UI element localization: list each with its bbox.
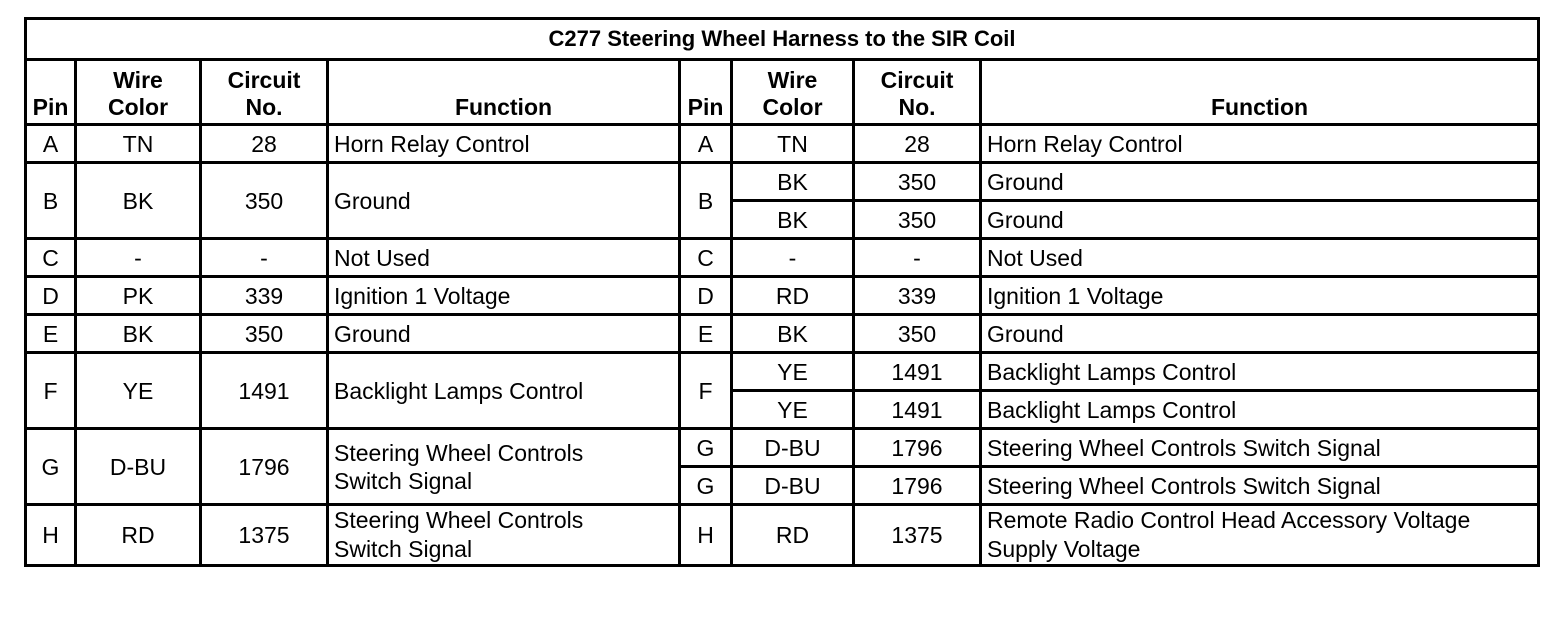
function-text: Steering Wheel Controls	[334, 439, 584, 466]
left-wire-color-cell: PK	[76, 277, 201, 315]
left-circuit-cell: 1491	[201, 353, 328, 429]
title-row	[26, 19, 1539, 60]
table-title: C277 Steering Wheel Harness to the SIR Coil	[26, 19, 1539, 60]
right-circuit-cell: 1491	[854, 391, 981, 429]
header-function: Function	[981, 60, 1539, 125]
header-row	[26, 60, 1539, 125]
table-row	[26, 125, 1539, 163]
function-text: Backlight Lamps Control	[987, 358, 1237, 385]
function-text: Supply Voltage	[987, 536, 1141, 562]
left-pin-cell: E	[26, 315, 76, 353]
left-wire-color-cell: BK	[76, 315, 201, 353]
right-pin-cell: G	[680, 429, 732, 467]
left-function-cell	[328, 277, 680, 315]
left-circuit-cell: 28	[201, 125, 328, 163]
function-text: Not Used	[334, 244, 430, 271]
function-text: Remote Radio Control Head Accessory Voltage	[987, 507, 1471, 533]
right-pin-cell: C	[680, 239, 732, 277]
left-pin-cell: A	[26, 125, 76, 163]
right-circuit-cell: 350	[854, 163, 981, 201]
header-pin: Pin	[26, 60, 76, 125]
function-text: Not Used	[987, 244, 1083, 271]
right-wire-color-cell: D-BU	[732, 429, 854, 467]
right-wire-color-cell: YE	[732, 391, 854, 429]
right-circuit-cell: 350	[854, 201, 981, 239]
connector-table	[24, 17, 1540, 567]
function-text: Ignition 1 Voltage	[334, 282, 511, 309]
header-pin: Pin	[680, 60, 732, 125]
left-pin-cell: C	[26, 239, 76, 277]
left-circuit-cell: -	[201, 239, 328, 277]
function-text: Steering Wheel Controls Switch Signal	[987, 472, 1381, 499]
left-wire-color-cell: TN	[76, 125, 201, 163]
function-text: Horn Relay Control	[987, 130, 1183, 157]
left-circuit-cell: 1375	[201, 505, 328, 566]
right-function-cell	[981, 467, 1539, 505]
left-pin-cell: G	[26, 429, 76, 505]
table-row	[26, 277, 1539, 315]
left-function-cell	[328, 353, 680, 429]
table-row	[26, 163, 1539, 201]
function-text: Switch Signal	[334, 467, 473, 494]
left-wire-color-cell: RD	[76, 505, 201, 566]
header-wire-color: Wire Color	[732, 60, 854, 125]
right-wire-color-cell: RD	[732, 505, 854, 566]
table-row	[26, 505, 1539, 566]
function-text: Ground	[987, 320, 1064, 347]
function-text: Ground	[987, 168, 1064, 195]
function-text: Backlight Lamps Control	[334, 377, 584, 404]
left-pin-cell: F	[26, 353, 76, 429]
right-function-cell	[981, 239, 1539, 277]
left-wire-color-cell: D-BU	[76, 429, 201, 505]
function-text: Steering Wheel Controls	[334, 507, 584, 533]
right-function-cell	[981, 505, 1539, 566]
right-circuit-cell: 350	[854, 315, 981, 353]
right-circuit-cell: 339	[854, 277, 981, 315]
left-function-cell	[328, 505, 680, 566]
left-function-cell	[328, 429, 680, 505]
right-circuit-cell: 1375	[854, 505, 981, 566]
right-pin-cell: E	[680, 315, 732, 353]
right-pin-cell: G	[680, 467, 732, 505]
left-circuit-cell: 339	[201, 277, 328, 315]
right-function-cell	[981, 201, 1539, 239]
right-wire-color-cell: TN	[732, 125, 854, 163]
right-function-cell	[981, 391, 1539, 429]
left-circuit-cell: 350	[201, 315, 328, 353]
left-pin-cell: H	[26, 505, 76, 566]
right-wire-color-cell: BK	[732, 163, 854, 201]
right-circuit-cell: 1796	[854, 429, 981, 467]
header-circuit-no: Circuit No.	[201, 60, 328, 125]
right-pin-cell: H	[680, 505, 732, 566]
table-row	[26, 315, 1539, 353]
table-row	[26, 239, 1539, 277]
right-wire-color-cell: BK	[732, 315, 854, 353]
right-circuit-cell: 1491	[854, 353, 981, 391]
left-pin-cell: D	[26, 277, 76, 315]
function-text: Backlight Lamps Control	[987, 396, 1237, 423]
right-function-cell	[981, 277, 1539, 315]
left-function-cell	[328, 315, 680, 353]
right-function-cell	[981, 125, 1539, 163]
right-pin-cell: B	[680, 163, 732, 239]
left-function-cell	[328, 163, 680, 239]
function-text: Ground	[987, 206, 1064, 233]
right-circuit-cell: -	[854, 239, 981, 277]
right-pin-cell: A	[680, 125, 732, 163]
left-circuit-cell: 1796	[201, 429, 328, 505]
right-wire-color-cell: BK	[732, 201, 854, 239]
left-wire-color-cell: BK	[76, 163, 201, 239]
function-text: Switch Signal	[334, 536, 473, 562]
right-function-cell	[981, 353, 1539, 391]
function-text: Ground	[334, 320, 411, 347]
table-row	[26, 353, 1539, 391]
right-wire-color-cell: -	[732, 239, 854, 277]
left-wire-color-cell: YE	[76, 353, 201, 429]
right-wire-color-cell: YE	[732, 353, 854, 391]
right-function-cell	[981, 163, 1539, 201]
right-wire-color-cell: D-BU	[732, 467, 854, 505]
right-pin-cell: D	[680, 277, 732, 315]
header-function: Function	[328, 60, 680, 125]
header-circuit-no: Circuit No.	[854, 60, 981, 125]
function-text: Steering Wheel Controls Switch Signal	[987, 434, 1381, 461]
left-function-cell	[328, 239, 680, 277]
right-wire-color-cell: RD	[732, 277, 854, 315]
left-circuit-cell: 350	[201, 163, 328, 239]
right-circuit-cell: 28	[854, 125, 981, 163]
right-circuit-cell: 1796	[854, 467, 981, 505]
function-text: Ignition 1 Voltage	[987, 282, 1164, 309]
left-pin-cell: B	[26, 163, 76, 239]
table-row	[26, 429, 1539, 467]
left-function-cell	[328, 125, 680, 163]
header-wire-color: Wire Color	[76, 60, 201, 125]
function-text: Ground	[334, 187, 411, 214]
left-wire-color-cell: -	[76, 239, 201, 277]
function-text: Horn Relay Control	[334, 130, 530, 157]
right-function-cell	[981, 315, 1539, 353]
right-pin-cell: F	[680, 353, 732, 429]
right-function-cell	[981, 429, 1539, 467]
